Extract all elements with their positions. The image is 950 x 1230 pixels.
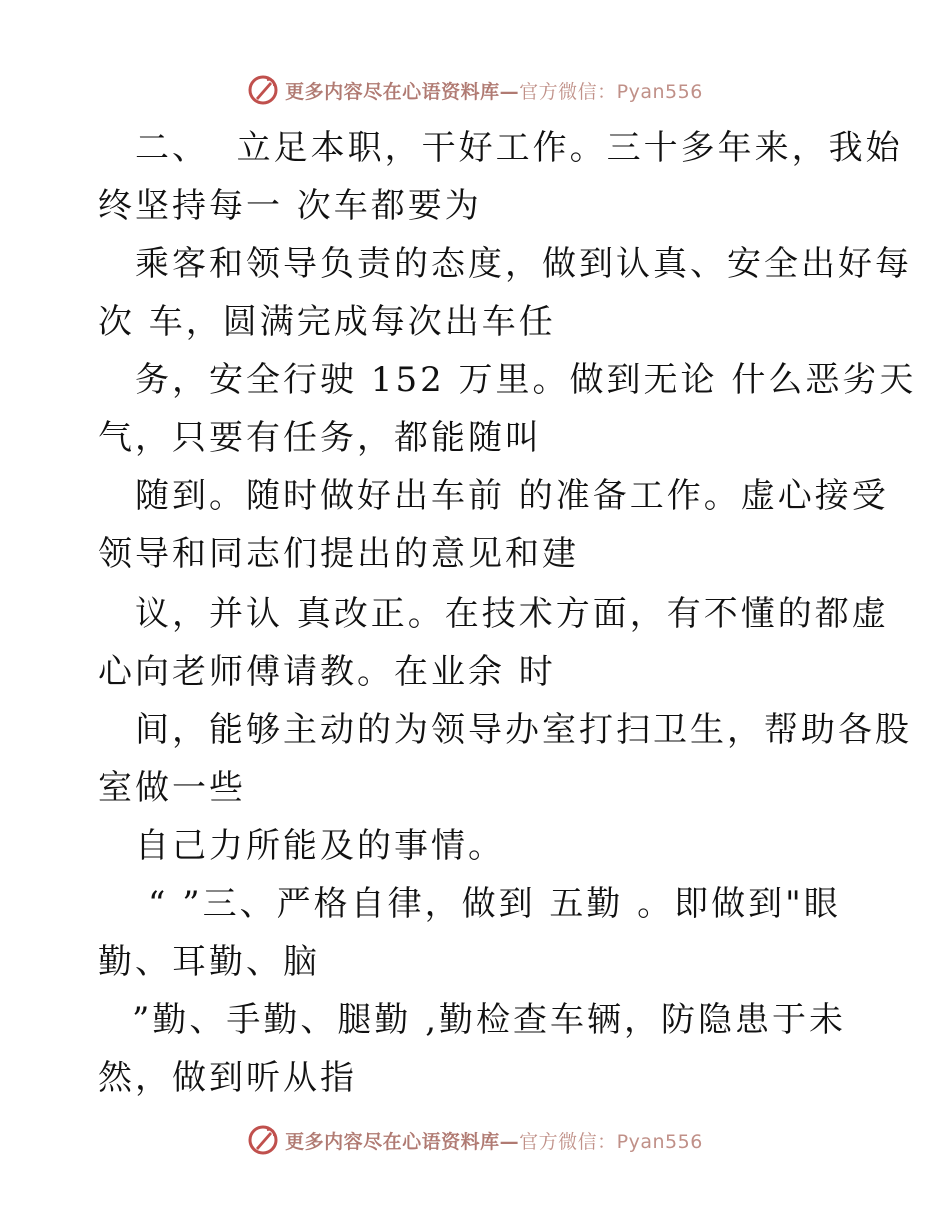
footer-watermark [0, 1120, 950, 1160]
watermark-dash: — [499, 80, 520, 103]
body-line: ”勤、手勤、腿勤 ,勤检查车辆，防隐患于未 [132, 1000, 846, 1040]
body-line: 二、 立足本职，干好工作。三十多年来，我始 [135, 128, 903, 168]
body-line: 气，只要有任务，都能随叫 [98, 418, 542, 458]
body-line: “ ”三、严格自律，做到 五勤 。即做到"眼 [148, 884, 841, 924]
watermark-brand: 更多内容尽在心语资料库 [285, 1130, 500, 1153]
watermark-text [285, 1127, 703, 1154]
watermark-contact: 官方微信：Pyan556 [519, 80, 703, 103]
body-line: 终坚持每一 次车都要为 [98, 186, 482, 226]
body-line: 随到。随时做好出车前 的准备工作。虚心接受 [135, 476, 889, 516]
body-line: 然，做到听从指 [98, 1058, 357, 1098]
body-line: 间，能够主动的为领导办室打扫卫生，帮助各股 [135, 710, 912, 750]
body-line: 室做一些 [98, 768, 246, 808]
watermark-brand: 更多内容尽在心语资料库 [285, 80, 500, 103]
watermark-dash: — [499, 1130, 520, 1153]
body-line: 心向老师傅请教。在业余 时 [98, 652, 556, 692]
body-line: 次 车，圆满完成每次出车任 [98, 302, 556, 342]
watermark-contact: 官方微信：Pyan556 [519, 1130, 703, 1153]
body-line: 务，安全行驶 152 万里。做到无论 什么恶劣天 [135, 360, 917, 400]
body-line: 自己力所能及的事情。 [135, 826, 505, 866]
body-line: 领导和同志们提出的意见和建 [98, 534, 579, 574]
quill-logo-icon [247, 74, 279, 106]
body-line: 勤、耳勤、脑 [98, 942, 320, 982]
watermark-text [285, 77, 703, 104]
header-watermark [0, 70, 950, 110]
body-line: 乘客和领导负责的态度，做到认真、安全出好每 [135, 244, 912, 284]
body-line: 议，并认 真改正。在技术方面，有不懂的都虚 [135, 594, 889, 634]
quill-logo-icon [247, 1124, 279, 1156]
